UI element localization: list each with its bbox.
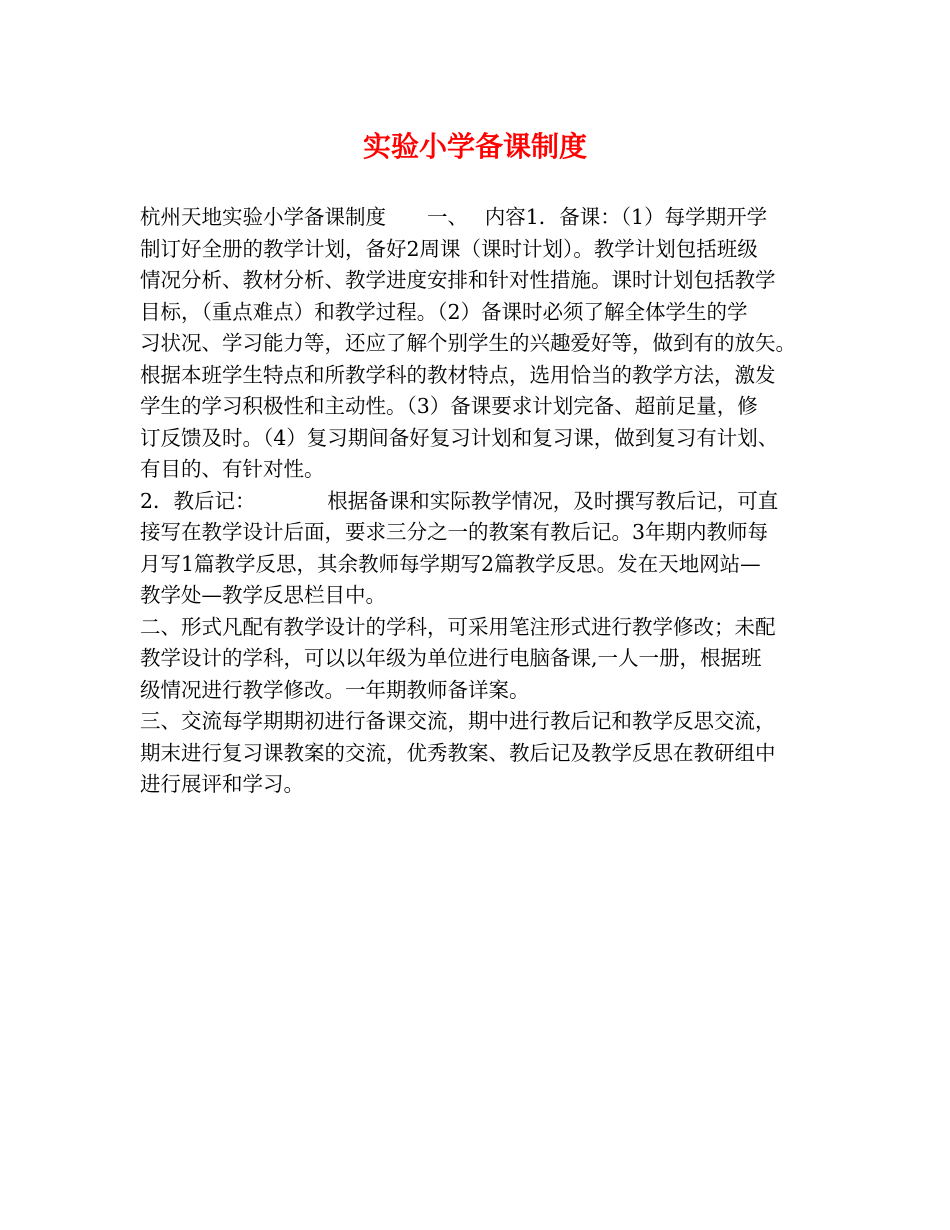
body-line: 有目的、有针对性。	[140, 457, 325, 481]
body-line: 学生的学习积极性和主动性。（3）备课要求计划完备、超前足量，修	[140, 394, 758, 418]
body-line: 情况分析、教材分析、教学进度安排和针对性措施。课时计划包括教学	[140, 268, 776, 292]
body-line: 订反馈及时。（4）复习期间备好复习计划和复习课，做到复习有计划、	[140, 425, 779, 450]
document-title: 实验小学备课制度	[362, 130, 587, 163]
body-line: 三、交流每学期期初进行备课交流，期中进行教后记和教学反思交流，	[140, 709, 776, 733]
body-line: 期末进行复习课教案的交流，优秀教案、教后记及教学反思在教研组中	[140, 740, 776, 765]
body-line: 2．教后记： 根据备课和实际教学情况，及时撰写教后记，可直	[140, 488, 779, 513]
body-line: 接写在教学设计后面，要求三分之一的教案有教后记。3年期内教师每	[140, 520, 769, 544]
body-line: 杭州天地实验小学备课制度 一、 内容1．备课：（1）每学期开学	[140, 205, 768, 229]
body-line: 制订好全册的教学计划，备好2周课（课时计划）。教学计划包括班级	[140, 236, 758, 261]
body-line: 根据本班学生特点和所教学科的教材特点，选用恰当的教学方法，激发	[140, 362, 776, 387]
body-line: 级情况进行教学修改。一年期教师备详案。	[140, 677, 530, 702]
body-line: 习状况、学习能力等，还应了解个别学生的兴趣爱好等，做到有的放矢。	[140, 331, 796, 355]
body-line: 月写1篇教学反思，其余教师每学期写2篇教学反思。发在天地网站—	[140, 551, 761, 576]
body-line: 教学设计的学科，可以以年级为单位进行电脑备课,一人一册，根据班	[140, 646, 762, 670]
document-body	[140, 202, 830, 801]
body-line: 二、形式凡配有教学设计的学科，可采用笔注形式进行教学修改；未配	[140, 614, 776, 639]
body-line: 目标，（重点难点）和教学过程。（2）备课时必须了解全体学生的学	[140, 299, 748, 324]
body-line: 教学处—教学反思栏目中。	[140, 583, 386, 607]
body-line: 进行展评和学习。	[140, 772, 304, 796]
